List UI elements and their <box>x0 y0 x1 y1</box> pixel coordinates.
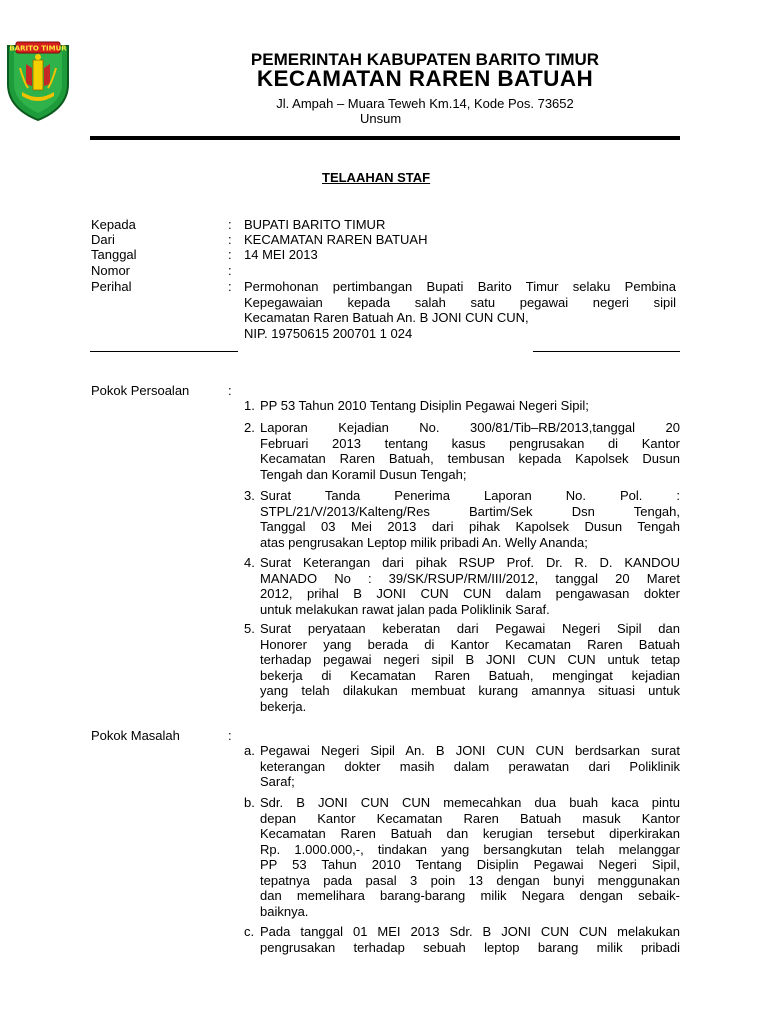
item-line: Surat peryataan keberatan dari Pegawai Negeri Sipil dan <box>260 621 680 636</box>
item-line: untuk melakukan rawat jalan pada Poliklinik Saraf. <box>260 601 550 617</box>
meta-label-perihal: Perihal <box>91 279 132 294</box>
list-item <box>244 621 680 714</box>
list-item <box>244 555 680 617</box>
list-marker: 5. <box>244 621 255 636</box>
item-line: STPL/21/V/2013/Kalteng/Res Bartim/Sek Dsn Tengah, <box>260 503 680 519</box>
item-line: Sdr. B JONI CUN CUN memecahkan dua buah kaca pintu <box>260 795 680 810</box>
item-line: depan Kantor Kecamatan Raren Batuah masuk Kantor <box>260 810 680 826</box>
regency-emblem <box>2 38 74 122</box>
item-line: Saraf; <box>260 774 295 789</box>
list-marker: 4. <box>244 555 255 570</box>
item-line: bekerja. <box>260 698 307 714</box>
meta-colon: : <box>228 217 232 232</box>
item-line: yang telah dilakukan membuat kurang amannya situasi untuk <box>260 683 680 698</box>
section-colon: : <box>228 383 232 398</box>
meta-label-kepada: Kepada <box>91 217 136 232</box>
item-line: bekerja di Kecamatan Raren Batuah, mengingat kejadian <box>260 667 680 683</box>
item-line: Februari 2013 tentang kasus pengrusakan di Kantor <box>260 435 680 451</box>
perihal-line: Kecamatan Raren Batuah An. B JONI CUN CUN, <box>244 310 529 325</box>
meta-label-tanggal: Tanggal <box>91 247 137 262</box>
item-line: PP 53 Tahun 2010 Tentang Disiplin Pegawai Negeri Sipil, <box>260 857 680 872</box>
item-line: PP 53 Tahun 2010 Tentang Disiplin Pegawai Negeri Sipil; <box>260 398 589 413</box>
item-line: tepatnya pada pasal 3 poin 13 dengan bunyi menggunakan <box>260 872 680 888</box>
list-marker: 3. <box>244 488 255 503</box>
item-line: atas pengrusakan Leptop milik pribadi An. Welly Ananda; <box>260 534 588 550</box>
item-line: Honorer yang berada di Kantor Kecamatan Raren Batuah <box>260 636 680 652</box>
meta-value-tanggal: 14 MEI 2013 <box>244 247 318 262</box>
meta-value-kepada: BUPATI BARITO TIMUR <box>244 217 386 232</box>
item-line: Tengah dan Koramil Dusun Tengah; <box>260 466 467 482</box>
item-line: Surat Keterangan dari pihak RSUP Prof. Dr. R. D. KANDOU <box>260 555 680 570</box>
perihal-line: Permohonan pertimbangan Bupati Barito Timur selaku Pembina <box>244 279 676 294</box>
perihal-line: NIP. 19750615 200701 1 024 <box>244 325 413 341</box>
item-line: Surat Tanda Penerima Laporan No. Pol. : <box>260 488 680 503</box>
emblem-banner-text: BARITO TIMUR <box>9 44 67 53</box>
item-line: Tanggal 03 Mei 2013 dari pihak Kapolsek Dusun Tengah <box>260 519 680 534</box>
item-line: MANADO No : 39/SK/RSUP/RM/III/2012, tanggal 20 Maret <box>260 570 680 586</box>
perihal-line: Kepegawaian kepada salah satu pegawai negeri sipil <box>244 294 676 310</box>
letterhead-address: Jl. Ampah – Muara Teweh Km.14, Kode Pos. 73652 <box>276 96 574 111</box>
item-line: baiknya. <box>260 903 309 919</box>
list-marker: 2. <box>244 420 255 435</box>
meta-colon: : <box>228 247 232 262</box>
section-label-pokok-masalah: Pokok Masalah <box>91 728 180 743</box>
section-divider-right <box>533 351 680 352</box>
list-item <box>244 398 680 414</box>
list-item <box>244 420 680 482</box>
item-line: dan memelihara barang-barang milik Negara dengan sebaik- <box>260 888 680 903</box>
item-line: Kecamatan Raren Batuah dan kerugian tersebut diperkirakan <box>260 826 680 841</box>
item-line: Kecamatan Raren Batuah, tembusan kepada Kapolsek Dusun <box>260 451 680 466</box>
meta-label-nomor: Nomor <box>91 263 131 278</box>
item-line: terhadap pegawai negeri sipil B JONI CUN CUN untuk tetap <box>260 652 680 667</box>
meta-colon: : <box>228 263 232 278</box>
meta-label-dari: Dari <box>91 232 115 247</box>
section-divider-left <box>90 351 238 352</box>
list-marker: a. <box>244 743 255 758</box>
section-colon: : <box>228 728 232 743</box>
list-item <box>244 488 680 550</box>
item-line: pengrusakan terhadap sebuah leptop barang milik pribadi <box>260 939 680 955</box>
document-title: TELAAHAN STAF <box>322 170 431 185</box>
meta-colon: : <box>228 279 232 294</box>
meta-value-perihal <box>244 279 676 341</box>
meta-value-dari: KECAMATAN RAREN BATUAH <box>244 232 428 247</box>
letterhead-locality: Unsum <box>360 111 402 126</box>
item-line: Rp. 1.000.000,-, tindakan yang bersangkutan telah melanggar <box>260 841 680 857</box>
letterhead-district: KECAMATAN RAREN BATUAH <box>256 66 594 91</box>
item-line: Pada tanggal 01 MEI 2013 Sdr. B JONI CUN CUN melakukan <box>260 924 680 939</box>
meta-colon: : <box>228 232 232 247</box>
item-line: Laporan Kejadian No. 300/81/Tib–RB/2013,tanggal 20 <box>260 420 680 435</box>
list-marker: c. <box>244 924 255 939</box>
section-label-pokok-persoalan: Pokok Persoalan <box>91 383 190 398</box>
item-line: keterangan dokter masih dalam perawatan dari Poliklinik <box>260 758 680 774</box>
letterhead-divider <box>90 136 680 140</box>
list-item <box>244 924 680 955</box>
letterhead-government: PEMERINTAH KABUPATEN BARITO TIMUR <box>250 50 600 69</box>
list-marker: 1. <box>244 398 255 413</box>
list-item <box>244 795 680 919</box>
item-line: Pegawai Negeri Sipil An. B JONI CUN CUN berdsarkan surat <box>260 743 680 758</box>
list-item <box>244 743 680 790</box>
item-line: 2012, prihal B JONI CUN CUN dalam pengawasan dokter <box>260 586 680 601</box>
list-marker: b. <box>244 795 255 810</box>
